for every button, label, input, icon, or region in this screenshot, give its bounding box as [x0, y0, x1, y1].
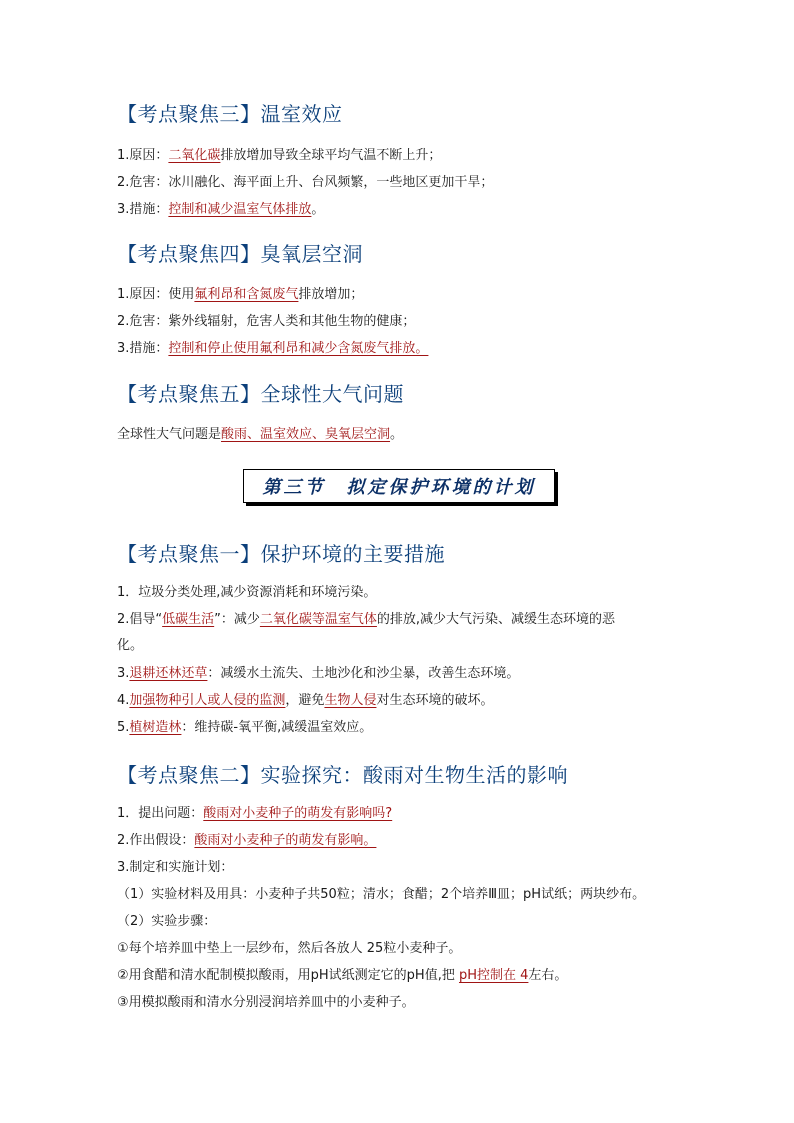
text-line: （2）实验步骤： [117, 914, 217, 929]
text-line [117, 611, 615, 629]
text-span: 的排放,减少大气污染、减缓生态环境的恶 [376, 612, 616, 627]
text-span: ②用食醋和清水配制模拟酸雨，用pH试纸测定它的pH值,把 [117, 968, 459, 983]
text-span: ：维持碳-氧平衡,减缓温室效应。 [181, 720, 373, 735]
underlined-answer: 氟利昂和含氮废气 [194, 287, 299, 302]
underlined-answer: 酸雨对小麦种子的萌发有影响吗? [203, 806, 393, 821]
text-span: 3.措施： [117, 202, 169, 217]
text-span: ”：减少 [214, 612, 260, 627]
text-line [117, 201, 324, 219]
text-line [117, 805, 392, 823]
text-span: 2.作出假设： [117, 833, 195, 848]
underlined-answer: 酸雨、温室效应、臭氧层空洞 [221, 427, 391, 442]
text-line: 化。 [117, 638, 144, 653]
section-heading-greenhouse: 【考点聚焦三】温室效应 [117, 102, 343, 126]
text-line: ①每个培养皿中垫上一层纱布，然后各放人 25粒小麦种子。 [117, 941, 462, 956]
text-span: 对生态环境的破坏。 [376, 693, 494, 708]
text-span: 2.倡导“ [117, 612, 163, 627]
text-line: ③用模拟酸雨和清水分别浸润培养皿中的小麦种子。 [117, 995, 415, 1010]
text-span: 5. [117, 720, 130, 735]
text-line [117, 665, 519, 683]
underlined-answer: pH控制在 4 [458, 968, 529, 983]
underlined-answer: 加强物种引人或人侵的监测 [129, 693, 286, 708]
text-span: 3.措施： [117, 341, 169, 356]
underlined-answer: 低碳生活 [162, 612, 215, 627]
underlined-answer: 生物人侵 [324, 693, 377, 708]
underlined-answer: 控制和停止使用氟利昂和减少含氮废气排放。 [168, 341, 429, 356]
text-line [117, 967, 567, 985]
text-line [117, 426, 403, 444]
text-line: 3.制定和实施计划： [117, 860, 234, 875]
text-line [117, 286, 363, 304]
underlined-answer: 二氧化碳 [168, 148, 221, 163]
text-span: 1．提出问题： [117, 806, 204, 821]
underlined-answer: 二氧化碳等温室气体 [259, 612, 377, 627]
underlined-answer: 控制和减少温室气体排放 [168, 202, 312, 217]
text-line [117, 147, 441, 165]
text-line: 2.危害：冰川融化、海平面上升、台风频繁，一些地区更加干旱； [117, 175, 494, 190]
text-span: 3. [117, 666, 130, 681]
text-span: 排放增加导致全球平均气温不断上升； [220, 148, 442, 163]
text-line [117, 692, 493, 710]
text-span: 1.原因：使用 [117, 287, 195, 302]
text-span: 。 [311, 202, 325, 217]
section-heading-ozone: 【考点聚焦四】臭氧层空洞 [117, 242, 363, 266]
section-heading-experiment: 【考点聚焦二】实验探究：酸雨对生物生活的影响 [117, 763, 568, 787]
section-title: 第三节 拟定保护环境的计划 [262, 477, 536, 498]
text-span: ，避免 [285, 693, 325, 708]
text-line: 2.危害：紫外线辐射，危害人类和其他生物的健康； [117, 314, 416, 329]
section-heading-measures: 【考点聚焦一】保护环境的主要措施 [117, 542, 445, 566]
text-span: ：减缓水土流失、土地沙化和沙尘暴，改善生态环境。 [207, 666, 520, 681]
text-span: 排放增加； [298, 287, 364, 302]
underlined-answer: 植树造林 [129, 720, 182, 735]
text-span: 左右。 [528, 968, 568, 983]
section-title-box [243, 469, 555, 503]
text-line: （1）实验材料及用具：小麦种子共50粒；清水；食醋；2个培养Ⅲ皿；pH试纸；两块纱布。 [117, 887, 646, 902]
text-span: 。 [390, 427, 404, 442]
text-span: 4. [117, 693, 130, 708]
text-line [117, 832, 376, 850]
underlined-answer: 酸雨对小麦种子的萌发有影响。 [194, 833, 377, 848]
text-line [117, 340, 428, 358]
section-heading-atmosphere: 【考点聚焦五】全球性大气问题 [117, 382, 404, 406]
text-span: 1.原因： [117, 148, 169, 163]
underlined-answer: 退耕还林还草 [129, 666, 208, 681]
text-line: 1．垃圾分类处理,减少资源消耗和环境污染。 [117, 585, 377, 600]
text-line [117, 719, 372, 737]
text-span: 全球性大气问题是 [117, 427, 222, 442]
